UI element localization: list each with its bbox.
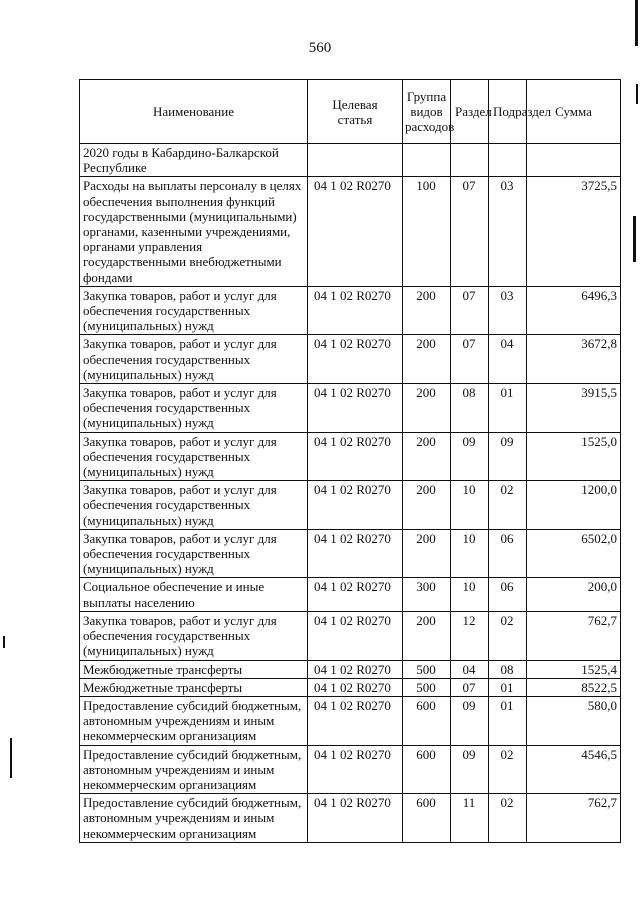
header-name: Наименование <box>80 80 308 144</box>
cell-group: 300 <box>403 578 451 611</box>
scan-edge-mark-upper <box>636 84 638 104</box>
cell-subsection: 06 <box>489 529 527 578</box>
cell-name: Межбюджетные трансферты <box>80 678 308 696</box>
cell-group: 200 <box>403 529 451 578</box>
cell-group: 200 <box>403 286 451 335</box>
cell-subsection: 06 <box>489 578 527 611</box>
table-row <box>80 529 621 578</box>
cell-subsection: 08 <box>489 660 527 678</box>
cell-group <box>403 144 451 177</box>
cell-subsection: 01 <box>489 678 527 696</box>
cell-section: 04 <box>451 660 489 678</box>
cell-amount: 3915,5 <box>527 384 621 433</box>
header-section: Раздел <box>451 80 489 144</box>
cell-target: 04 1 02 R0270 <box>308 384 403 433</box>
cell-subsection <box>489 144 527 177</box>
cell-group: 200 <box>403 481 451 530</box>
cell-name: Закупка товаров, работ и услуг для обеспечения государственных (муниципальных) нужд <box>80 384 308 433</box>
table-row <box>80 660 621 678</box>
cell-amount: 4546,5 <box>527 745 621 794</box>
cell-section <box>451 144 489 177</box>
cell-name: 2020 годы в Кабардино-Балкарской Республике <box>80 144 308 177</box>
cell-name: Предоставление субсидий бюджетным, автономным учреждениям и иным некоммерческим организациям <box>80 794 308 843</box>
cell-section: 08 <box>451 384 489 433</box>
cell-section: 09 <box>451 696 489 745</box>
header-target: Целевая статья <box>308 80 403 144</box>
cell-section: 07 <box>451 335 489 384</box>
cell-target <box>308 144 403 177</box>
table-row <box>80 678 621 696</box>
cell-target: 04 1 02 R0270 <box>308 611 403 660</box>
cell-section: 12 <box>451 611 489 660</box>
cell-target: 04 1 02 R0270 <box>308 177 403 286</box>
cell-name: Закупка товаров, работ и услуг для обеспечения государственных (муниципальных) нужд <box>80 286 308 335</box>
table-row <box>80 335 621 384</box>
table-body <box>80 144 621 843</box>
table-row <box>80 384 621 433</box>
cell-group: 600 <box>403 745 451 794</box>
cell-group: 600 <box>403 696 451 745</box>
cell-subsection: 09 <box>489 432 527 481</box>
cell-target: 04 1 02 R0270 <box>308 286 403 335</box>
cell-target: 04 1 02 R0270 <box>308 745 403 794</box>
cell-name: Предоставление субсидий бюджетным, автономным учреждениям и иным некоммерческим организациям <box>80 745 308 794</box>
cell-subsection: 02 <box>489 745 527 794</box>
table-row <box>80 578 621 611</box>
cell-section: 10 <box>451 578 489 611</box>
scan-edge-mark-left-dot <box>3 636 5 648</box>
cell-subsection: 01 <box>489 384 527 433</box>
cell-name: Закупка товаров, работ и услуг для обеспечения государственных (муниципальных) нужд <box>80 481 308 530</box>
cell-target: 04 1 02 R0270 <box>308 696 403 745</box>
cell-target: 04 1 02 R0270 <box>308 481 403 530</box>
cell-section: 10 <box>451 481 489 530</box>
cell-target: 04 1 02 R0270 <box>308 335 403 384</box>
cell-amount: 1200,0 <box>527 481 621 530</box>
scan-edge-mark-middle <box>633 216 636 262</box>
cell-group: 600 <box>403 794 451 843</box>
cell-group: 500 <box>403 678 451 696</box>
table-row <box>80 696 621 745</box>
cell-name: Закупка товаров, работ и услуг для обеспечения государственных (муниципальных) нужд <box>80 529 308 578</box>
cell-group: 100 <box>403 177 451 286</box>
cell-group: 200 <box>403 335 451 384</box>
cell-amount: 6502,0 <box>527 529 621 578</box>
cell-target: 04 1 02 R0270 <box>308 794 403 843</box>
table-row <box>80 481 621 530</box>
cell-name: Расходы на выплаты персоналу в целях обеспечения выполнения функций государственными (муниципальными) органами, казенными учреждениями, органами управления государственными внебюджетными фондами <box>80 177 308 286</box>
table-row <box>80 286 621 335</box>
cell-amount: 8522,5 <box>527 678 621 696</box>
cell-amount: 762,7 <box>527 794 621 843</box>
cell-amount: 762,7 <box>527 611 621 660</box>
cell-amount: 3725,5 <box>527 177 621 286</box>
cell-subsection: 03 <box>489 177 527 286</box>
cell-section: 07 <box>451 286 489 335</box>
table-row <box>80 177 621 286</box>
cell-target: 04 1 02 R0270 <box>308 678 403 696</box>
table-row <box>80 432 621 481</box>
cell-name: Межбюджетные трансферты <box>80 660 308 678</box>
table-header-row <box>80 80 621 144</box>
cell-amount: 1525,0 <box>527 432 621 481</box>
header-amount: Сумма <box>527 80 621 144</box>
cell-name: Закупка товаров, работ и услуг для обеспечения государственных (муниципальных) нужд <box>80 432 308 481</box>
table-row <box>80 611 621 660</box>
page-number: 560 <box>308 40 332 56</box>
cell-section: 09 <box>451 745 489 794</box>
cell-subsection: 02 <box>489 794 527 843</box>
cell-subsection: 02 <box>489 481 527 530</box>
cell-group: 200 <box>403 432 451 481</box>
cell-amount <box>527 144 621 177</box>
cell-target: 04 1 02 R0270 <box>308 432 403 481</box>
cell-target: 04 1 02 R0270 <box>308 578 403 611</box>
header-subsection: Подраздел <box>489 80 527 144</box>
cell-target: 04 1 02 R0270 <box>308 660 403 678</box>
budget-table <box>79 79 621 843</box>
cell-section: 09 <box>451 432 489 481</box>
cell-section: 07 <box>451 177 489 286</box>
cell-name: Закупка товаров, работ и услуг для обеспечения государственных (муниципальных) нужд <box>80 335 308 384</box>
cell-group: 200 <box>403 611 451 660</box>
cell-subsection: 01 <box>489 696 527 745</box>
cell-section: 11 <box>451 794 489 843</box>
cell-subsection: 03 <box>489 286 527 335</box>
table-row <box>80 745 621 794</box>
cell-subsection: 02 <box>489 611 527 660</box>
scan-edge-mark-left-bar <box>10 738 12 778</box>
table-row <box>80 144 621 177</box>
cell-amount: 1525,4 <box>527 660 621 678</box>
cell-amount: 3672,8 <box>527 335 621 384</box>
table-row <box>80 794 621 843</box>
cell-amount: 200,0 <box>527 578 621 611</box>
cell-target: 04 1 02 R0270 <box>308 529 403 578</box>
cell-section: 10 <box>451 529 489 578</box>
cell-amount: 580,0 <box>527 696 621 745</box>
cell-subsection: 04 <box>489 335 527 384</box>
cell-group: 200 <box>403 384 451 433</box>
cell-name: Предоставление субсидий бюджетным, автономным учреждениям и иным некоммерческим организациям <box>80 696 308 745</box>
cell-name: Закупка товаров, работ и услуг для обеспечения государственных (муниципальных) нужд <box>80 611 308 660</box>
scan-edge-mark-top <box>635 0 638 46</box>
header-group: Группа видов расходов <box>403 80 451 144</box>
cell-name: Социальное обеспечение и иные выплаты населению <box>80 578 308 611</box>
cell-group: 500 <box>403 660 451 678</box>
cell-amount: 6496,3 <box>527 286 621 335</box>
cell-section: 07 <box>451 678 489 696</box>
